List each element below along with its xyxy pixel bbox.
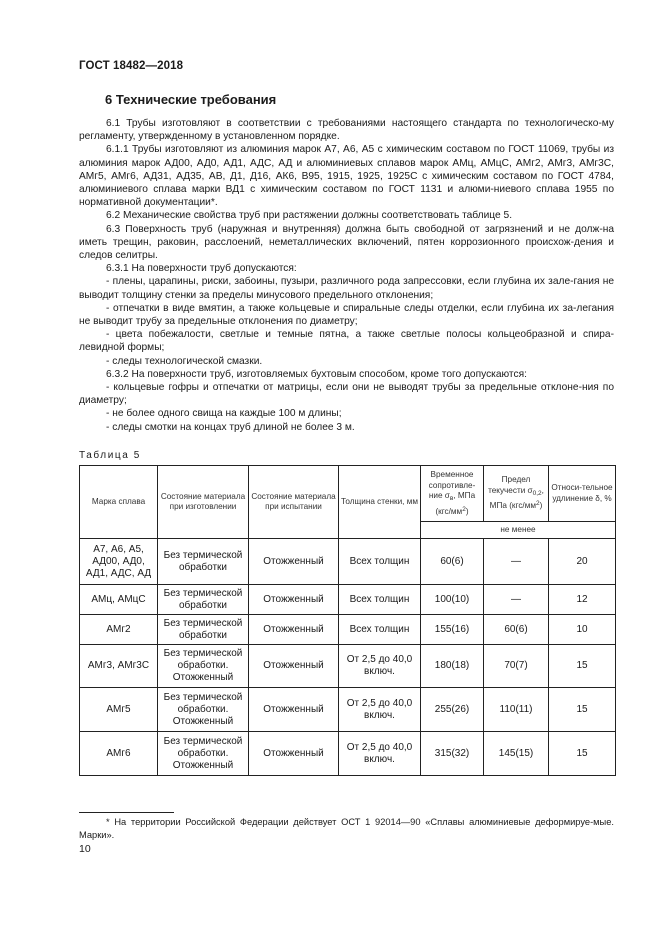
cell-elongation: 15 (549, 732, 616, 776)
header-min-note: не менее (421, 522, 616, 539)
cell-yield: — (484, 539, 549, 585)
footnote-divider (79, 812, 174, 813)
cell-state-mfg: Без термической обработки. Отожженный (158, 645, 249, 688)
cell-elongation: 10 (549, 615, 616, 645)
cell-thickness: Всех толщин (339, 539, 421, 585)
cell-yield: 60(6) (484, 615, 549, 645)
cell-tensile: 315(32) (421, 732, 484, 776)
paragraph-6-3: 6.3 Поверхность труб (наружная и внутренняя) должна быть свободной от загрязнений и не долж-на иметь трещин, раковин, расслоений, неметаллических включений, пятен коррозионного происхож-дения и следов селитры. (79, 223, 614, 262)
list-item: - не более одного свища на каждые 100 м длины; (106, 408, 342, 420)
cell-alloy: АМг2 (80, 615, 158, 645)
cell-state-mfg: Без термической обработки. Отожженный (158, 688, 249, 732)
cell-alloy: АМг6 (80, 732, 158, 776)
cell-state-test: Отожженный (249, 645, 339, 688)
table-row (80, 539, 616, 585)
cell-thickness: От 2,5 до 40,0 включ. (339, 732, 421, 776)
table-row (80, 688, 616, 732)
cell-yield: 70(7) (484, 645, 549, 688)
header-state-test: Состояние материала при испытании (249, 466, 339, 539)
list-item: - следы смотки на концах труб длиной не более 3 м. (106, 421, 355, 433)
mechanical-properties-table (79, 465, 616, 776)
cell-state-test: Отожженный (249, 688, 339, 732)
cell-alloy: А7, А6, А5, АД00, АД0, АД1, АДС, АД (80, 539, 158, 585)
cell-elongation: 15 (549, 688, 616, 732)
cell-alloy: АМг5 (80, 688, 158, 732)
cell-elongation: 12 (549, 585, 616, 615)
cell-state-mfg: Без термической обработки. Отожженный (158, 732, 249, 776)
list-item: - плены, царапины, риски, забоины, пузыри, различного рода запрессовки, если глубина их зале-гания не выводит толщину стенки за пределы минусового предельного отклонения; (79, 276, 614, 301)
cell-yield: 110(11) (484, 688, 549, 732)
cell-thickness: Всех толщин (339, 615, 421, 645)
cell-state-test: Отожженный (249, 615, 339, 645)
cell-state-mfg: Без термической обработки (158, 615, 249, 645)
cell-elongation: 15 (549, 645, 616, 688)
cell-tensile: 255(26) (421, 688, 484, 732)
cell-state-mfg: Без термической обработки (158, 539, 249, 585)
cell-tensile: 155(16) (421, 615, 484, 645)
cell-thickness: От 2,5 до 40,0 включ. (339, 688, 421, 732)
cell-state-mfg: Без термической обработки (158, 585, 249, 615)
cell-elongation: 20 (549, 539, 616, 585)
cell-state-test: Отожженный (249, 732, 339, 776)
table-row (80, 585, 616, 615)
paragraph-6-1: 6.1 Трубы изготовляют в соответствии с требованиями настоящего стандарта по технологическо-му регламенту, утвержденному в установленном порядке. (79, 118, 614, 143)
section-body (79, 117, 614, 434)
list-item: - следы технологической смазки. (106, 355, 263, 367)
header-thickness: Толщина стенки, мм (339, 466, 421, 539)
document-header: ГОСТ 18482—2018 (79, 60, 184, 72)
cell-alloy: АМг3, АМг3С (80, 645, 158, 688)
cell-tensile: 180(18) (421, 645, 484, 688)
cell-alloy: АМц, АМцС (80, 585, 158, 615)
list-item: - кольцевые гофры и отпечатки от матрицы, если они не выводят трубы за предельные отклоне-ния по диаметру; (79, 382, 614, 407)
header-alloy: Марка сплава (80, 466, 158, 539)
paragraph-6-2: 6.2 Механические свойства труб при растяжении должны соответствовать таблице 5. (106, 210, 513, 222)
table-row (80, 615, 616, 645)
cell-thickness: От 2,5 до 40,0 включ. (339, 645, 421, 688)
section-title: 6 Технические требования (105, 92, 277, 107)
page-number: 10 (79, 843, 91, 855)
cell-thickness: Всех толщин (339, 585, 421, 615)
paragraph-6-3-2: 6.3.2 На поверхности труб, изготовляемых бухтовым способом, кроме того допускаются: (106, 368, 527, 380)
header-elongation: Относи-тельное удлинение δ, % (549, 466, 616, 522)
table-row (80, 645, 616, 688)
table-caption: Таблица 5 (79, 450, 141, 461)
cell-yield: 145(15) (484, 732, 549, 776)
cell-tensile: 100(10) (421, 585, 484, 615)
list-item: - отпечатки в виде вмятин, а также кольцевые и спиральные следы отделки, если глубина их за-легания не выводит трубу за предельные отклонения по диаметру; (79, 302, 614, 328)
footnote: * На территории Российской Федерации действует ОСТ 1 92014—90 «Сплавы алюминиевые деформируе-мые. Марки». (79, 817, 614, 840)
paragraph-6-1-1: 6.1.1 Трубы изготовляют из алюминия марок А7, А6, А5 с химическим составом по ГОСТ 11069, трубы из алюминия марок АД00, АД0, АД1, АДС, АД и алюминиевых сплавов марок АМц, АМцС, АМг2, АМг3, АМг3С, АМг5, АМг6, АД31, АД35, АВ, Д1, Д16, АК6, В95, 1915, 1925, 1925С с химическим составом по ГОСТ 4784, алюминиевого сплава марки ВД1 с химическим составом по ГОСТ 1131 и алюми-ниевого сплава 1955 по нормативной документации*. (79, 144, 614, 209)
cell-state-test: Отожженный (249, 539, 339, 585)
header-yield-strength: Предел текучести $\sigma_{0,2}$, МПа $(кгс/мм^2)$ (484, 466, 549, 522)
cell-tensile: 60(6) (421, 539, 484, 585)
header-tensile-strength: Временное сопротивле-ние $\sigma_в$, МПа $(кгс/мм^2)$ (421, 466, 484, 522)
cell-yield: — (484, 585, 549, 615)
table-row (80, 732, 616, 776)
cell-state-test: Отожженный (249, 585, 339, 615)
list-item: - цвета побежалости, светлые и темные пятна, а также светлые полосы кольцеобразной и спира-левидной формы; (79, 329, 614, 354)
paragraph-6-3-1: 6.3.1 На поверхности труб допускаются: (106, 263, 297, 275)
header-state-mfg: Состояние материала при изготовлении (158, 466, 249, 539)
